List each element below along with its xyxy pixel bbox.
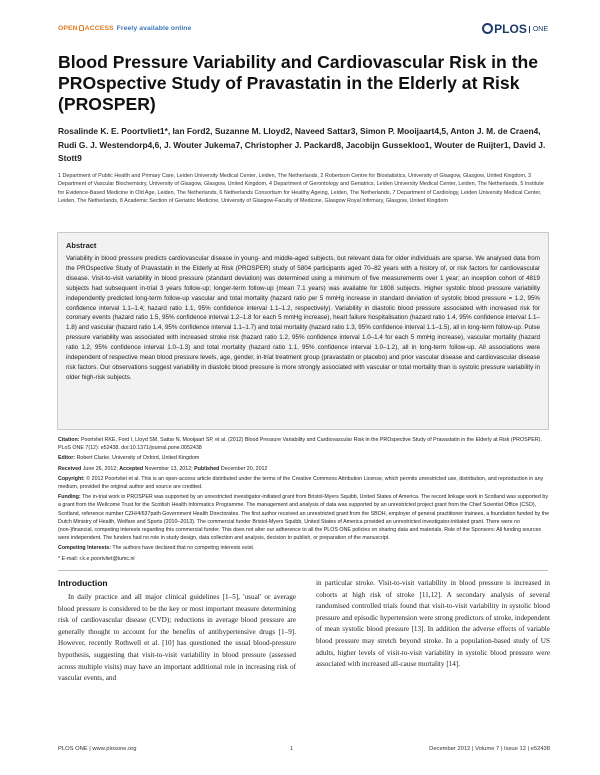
published-label: Published xyxy=(194,465,220,472)
received-date: June 26, 2012; xyxy=(82,465,118,472)
copyright-text: © 2012 Poortvliet et al. This is an open-access article distributed under the terms of the Creative Commons Attribution License, which permits unrestricted use, distribution, and reproduction in any medium, provided the original author and source are credited. xyxy=(58,475,544,491)
funding-label: Funding: xyxy=(58,494,81,501)
section-divider xyxy=(58,570,548,571)
abstract-box xyxy=(57,232,549,430)
footer-issue: December 2012 | Volume 7 | Issue 12 | e52438 xyxy=(429,746,550,752)
introduction-heading: Introduction xyxy=(58,578,108,588)
editor-label: Editor: xyxy=(58,455,76,462)
page-footer xyxy=(58,746,550,756)
editor xyxy=(58,454,550,462)
competing-text: The authors have declared that no competing interests exist. xyxy=(112,545,255,552)
plos-logo-icon xyxy=(482,23,493,34)
copyright xyxy=(58,475,550,491)
author-list: Rosalinde K. E. Poortvliet1*, Ian Ford2, Suzanne M. Lloyd2, Naveed Sattar3, Simon P. Mooijaart4,5, Anton J. M. de Craen4, Rudi G. J. Westendorp4,6, J. Wouter Jukema7, Christopher J. Packard8, Jacobijn Gussekloo1, Wouter de Ruijter1, David J. Stott9 xyxy=(58,126,546,163)
open-access-label: OPEN xyxy=(58,25,78,32)
citation xyxy=(58,436,550,452)
citation-text: Poortvliet RKE, Ford I, Lloyd SM, Sattar N, Mooijaart SP, et al. (2012) Blood Pressure Variability and Cardiovascular Risk in the PROspective Study of Pravastatin in the Elderly at Risk (PROSPER). PLoS ONE 7(12): e52438. doi:10.1371/journal.pone.0052438 xyxy=(58,437,542,452)
dates xyxy=(58,465,550,473)
funding xyxy=(58,493,550,542)
access-label: ACCESS xyxy=(84,25,114,32)
competing-label: Competing Interests: xyxy=(58,545,111,552)
intro-column-right: in particular stroke. Visit-to-visit variability in blood pressure is increased in cohorts at high risk of stroke [11,12]. A secondary analysis of several randomised controlled trials found that visit-to-visit variability in systolic blood pressure and episodic hypertension were strong predictors of stroke, independent of mean systolic blood pressure [13]. In addition the adverse effects of variable blood pressure may stretch beyond stroke. In a population-based study of US adults, higher levels of visit-to-visit variability in systolic blood pressure were associated with increased all-cause mortality [14]. xyxy=(316,579,550,669)
published-date: December 20, 2012 xyxy=(220,465,268,472)
open-lock-icon xyxy=(79,25,84,31)
citation-label: Citation: xyxy=(58,437,80,443)
intro-column-left: In daily practice and all major clinical guidelines [1–5], 'usual' or average blood pressure is considered to be the key or most important measure determining risk of cardiovascular disease (CVD); reductions in average blood pressure are generally thought to account for the benefits of antihypertensive drugs [1–9]. However, recently Rothwell et al. [10] has questioned the usual blood-pressure hypothesis, suggesting that visit-to-visit variability in blood pressure (assessed across multiple visits) may have an important additional role in increasing risk of vascular events, and xyxy=(58,593,296,683)
open-access-banner xyxy=(58,25,191,32)
article-title: Blood Pressure Variability and Cardiovascular Risk in the PROspective Study of Pravastatin in the Elderly at Risk (PROSPER) xyxy=(58,52,539,114)
plos-one-logo xyxy=(482,22,548,36)
journal-header xyxy=(58,24,548,38)
logo-suffix: ONE xyxy=(529,26,548,33)
freely-available-label: Freely available online xyxy=(116,25,192,32)
affiliations: 1 Department of Public Health and Primary Care, Leiden University Medical Center, Leiden, The Netherlands, 2 Robertson Centre for Biostatistics, University of Glasgow, Glasgow, United Kingdom, 3 Department of Vascular Biochemistry, University of Glasgow, Glasgow, United Kingdom, 4 Department of Gerontology and Geriatrics, Leiden University Medical Center, Leiden, The Netherlands, 5 Institute for Evidence-Based Medicine in Old Age, Leiden, The Netherlands, 6 Netherlands Consortium for Healthy Ageing, Leiden, The Netherlands, 7 Department of Cardiology, Leiden University Medical Center, Leiden, The Netherlands, 8 Academic Section of Geriatric Medicine, University of Glasgow-Faculty of Medicine, Glasgow Royal Infirmary, Glasgow, United Kingdom xyxy=(58,173,544,204)
corresponding-email[interactable]: * E-mail: r.k.e.poortvliet@lumc.nl xyxy=(58,555,135,562)
abstract-text: Variability in blood pressure predicts cardiovascular disease in young- and middle-aged subjects, but relevant data for older individuals are sparse. We analysed data from the PROspective Study of Pravastatin in the Elderly at Risk (PROSPER) study of 5804 participants aged 70–82 years with a history of, or risk factors for cardiovascular disease. Visit-to-visit variability in blood pressure (standard deviation) was determined using a minimum of five measurements over 1 year; an inception cohort of 4819 subjects had subsequent in-trial 3 years follow-up; longer-term follow-up (mean 7.1 years) was available for 1808 subjects. Higher systolic blood pressure variability independently predicted long-term follow-up vascular and total mortality (hazard ratio per 5 mmHg increase in standard deviation of systolic blood pressure = 1.2, 95% confidence interval 1.1–1.4; hazard ratio 1.1, 95% confidence interval 1.1–1.2, respectively). Variability in diastolic blood pressure associated with increased risk for coronary events (hazard ratio 1.5, 95% confidence interval 1.2–1.8 for each 5 mmHg increase), heart failure hospitalisation (hazard ratio 1.4, 95% confidence interval 1.1–1.8) and vascular (hazard ratio 1.4, 95% confidence interval 1.1–1.7) and total mortality (hazard ratio 1.3, 95% confidence interval 1.1–1.5), all in long-term follow-up. Pulse pressure variability was associated with increased stroke risk (hazard ratio 1.2, 95% confidence interval 1.0–1.4 for each 5 mmHg increase), vascular mortality (hazard ratio 1.2, 95% confidence interval 1.0–1.3) and total mortality (hazard ratio 1.1, 95% confidence interval 1.0–1.2), all in long-term follow-up. All associations were independent of respective mean blood pressure levels, age, gender, in-trial treatment group (pravastatin or placebo) and prior vascular disease and cardiovascular disease risk factors. Our observations suggest variability in diastolic blood pressure is more strongly associated with vascular or total mortality than is systolic pressure variability in older high-risk subjects. xyxy=(66,255,540,381)
competing-interests xyxy=(58,544,550,552)
article-metadata xyxy=(58,436,550,565)
funding-text: The in-trial work in PROSPER was supported by an unrestricted investigator-initiated grant from Bristol-Myers Squibb, United States of America. The record linkage work in Scotland was supported by a grant from the Wellcome Trust for the Scottish Health Informatics Programme. The management and analysis of data was supported by an unrestricted project grant from the Chief Scientist Office (CSO), Scotland, reference number CZH/4/637path Government Health Directorates. The first author received an unrestricted grant from the SBOH, employer of general practitioner trainees, a foundation funded by the Dutch Ministry of Health, Welfare and Sports (2010–2013). The commercial funder Bristol-Myers Squibb, United States of America provided an unrestricted investigator-initiated grant. There were no (non-)financial, competing interests regarding this commercial funder. This does not alter our adherence to all the PLOS ONE policies on sharing data and materials. Role of the Sponsors: All funding sources were independent. The funders had no role in study design, data collection and analysis, decision to publish, or preparation of the manuscript. xyxy=(58,494,550,542)
accepted-date: November 13, 2012; xyxy=(144,465,193,472)
logo-text: PLOS xyxy=(494,22,527,36)
accepted-label: Accepted xyxy=(119,465,144,472)
abstract-heading: Abstract xyxy=(66,241,97,250)
editor-text: Robert Clarke, University of Oxford, United Kingdom xyxy=(76,455,200,462)
copyright-label: Copyright: xyxy=(58,475,85,482)
received-label: Received xyxy=(58,465,82,472)
footer-journal-url[interactable]: PLOS ONE | www.plosone.org xyxy=(58,746,137,752)
footer-page-number: 1 xyxy=(290,746,294,752)
